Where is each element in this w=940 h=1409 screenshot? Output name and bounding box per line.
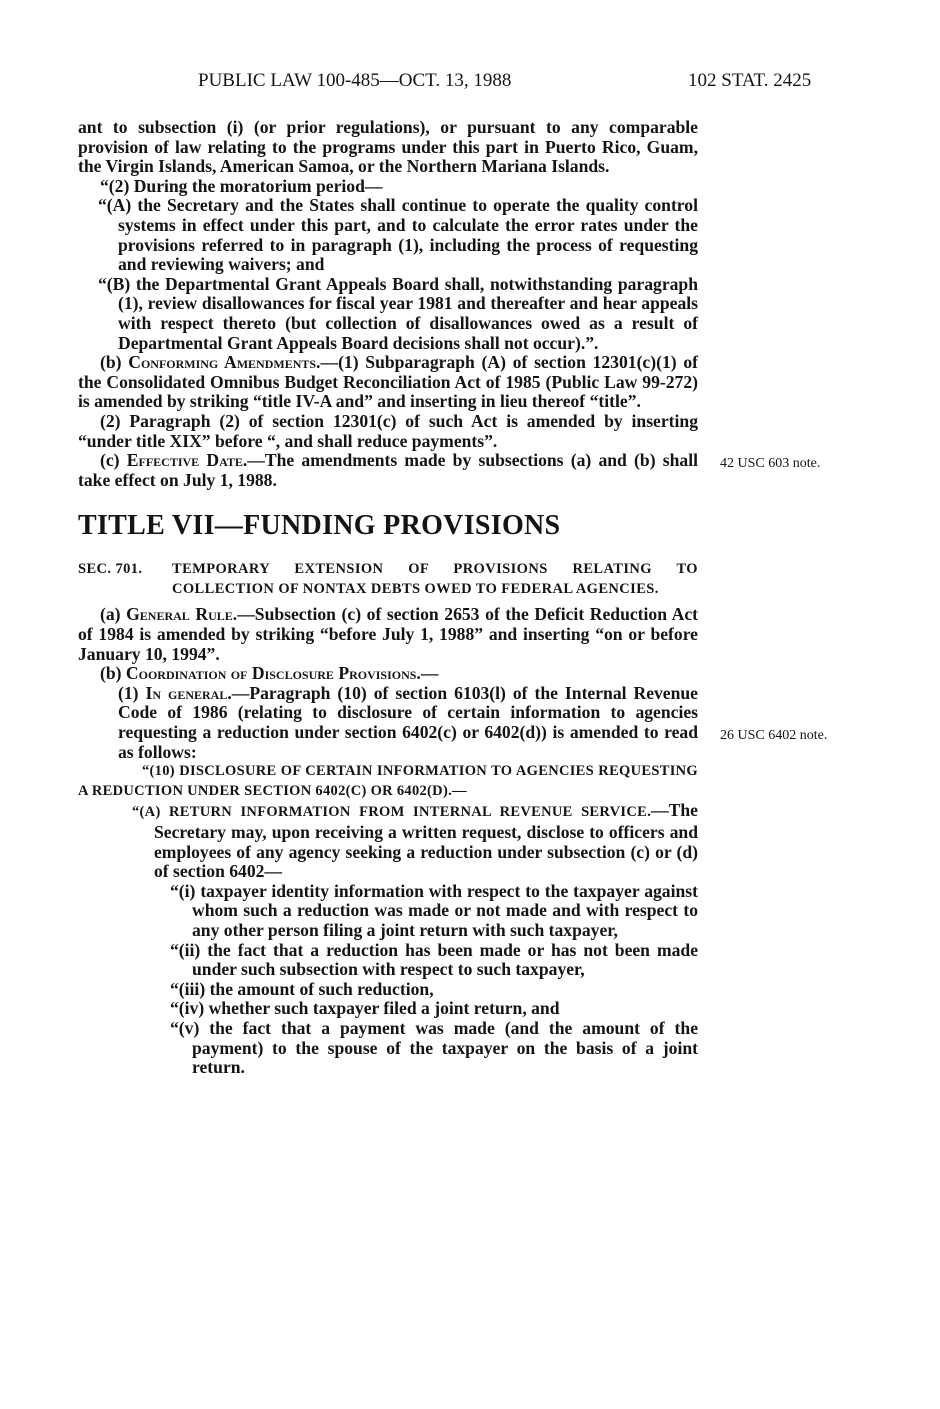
clause-a [78,196,698,274]
paragraph-10-a-text: —The Secretary may, upon receiving a written request, disclose to officers and employees of any agency seeking a reduction under subsection (c) or (d) of section 6402— [154,800,698,882]
paragraph-10-heading [78,762,698,801]
clause-a-text: “(A) the Secretary and the States shall continue to operate the quality control systems in effect under this part, and to calculate the error rates under the provisions referred to in paragraph (1), including the process of requesting and reviewing waivers; and [98,195,698,275]
paragraph-10-dash: — [452,782,467,799]
paragraph-continuation: ant to subsection (i) (or prior regulations), or pursuant to any comparable provision of law relating to the programs under this part in Puerto Rico, Guam, the Virgin Islands, American Samoa, or the Northern Mariana Islands. [78,117,698,177]
margin-note-42-usc: 42 USC 603 note. [720,456,821,471]
section-title: TEMPORARY EXTENSION OF PROVISIONS RELATING TO COLLECTION OF NONTAX DEBTS OWED TO FEDERAL AGENCIES. [172,561,698,597]
subsection-b-conforming [78,353,698,412]
clause-iv: “(iv) whether such taxpayer filed a joint return, and [170,998,560,1019]
body-text [78,118,698,1078]
subsection-b-heading: Conforming Amendments. [128,352,321,373]
section-701-b [78,664,698,684]
clause-i: “(i) taxpayer identity information with respect to the taxpayer against whom such a reduction was made or not made and with respect to any other person filing a joint return with such taxpayer, [170,880,698,940]
subsection-b-label: (b) [100,352,129,373]
section-701-b-1-text: —Paragraph (10) of section 6103(l) of the Internal Revenue Code of 1986 (relating to disclosure of certain information to agencies requesting a reduction under section 6402(c) or 6402(d)) is amended to read as follows: [118,682,698,762]
section-701-a-heading: General Rule. [126,604,238,625]
clause-ii: “(ii) the fact that a reduction has been made or has not been made under such subsection with respect to such taxpayer, [170,939,698,980]
running-head [0,70,940,96]
statute-page-number: 102 STAT. 2425 [688,70,812,91]
subsection-c-effective [78,451,698,490]
section-701-b-text: — [420,663,439,684]
section-701-a-label: (a) [100,604,127,625]
paragraph-2-amendment: (2) Paragraph (2) of section 12301(c) of such Act is amended by inserting “under title XIX” before “, and shall reduce payments”. [78,410,698,451]
paragraph-10-a [78,801,698,881]
section-701-a [78,605,698,664]
paragraph-10-title: “(10) DISCLOSURE OF CERTAIN INFORMATION TO AGENCIES REQUESTING A REDUCTION UNDER SECTION 6402(C) OR 6402(D). [78,763,698,799]
clause-b-text: “(B) the Departmental Grant Appeals Board shall, notwithstanding paragraph (1), review disallowances for fiscal year 1981 and thereafter and hear appeals with respect thereto (but collection of disallowances owed as a result of Departmental Grant Appeals Board decisions shall not occur).”. [98,273,698,353]
subsection-c-heading: Effective Date. [126,450,248,471]
paragraph-10-a-heading: “(A) RETURN INFORMATION FROM INTERNAL REVENUE SERVICE. [132,804,652,821]
margin-note-26-usc: 26 USC 6402 note. [720,728,828,743]
clause-v: “(v) the fact that a payment was made (and the amount of the payment) to the spouse of the taxpayer on the basis of a joint return. [170,1017,698,1078]
law-citation-header: PUBLIC LAW 100-485—OCT. 13, 1988 [198,70,512,91]
section-701-b-1 [78,684,698,762]
section-701-a-text: —Subsection (c) of section 2653 of the Deficit Reduction Act of 1984 is amended by striking “before July 1, 1988” and inserting “on or before January 10, 1994”. [78,604,698,664]
section-701-b-heading: Coordination of Disclosure Provisions. [125,663,421,684]
section-701-b-1-heading: In general. [145,682,232,703]
section-number: SEC. 701. [78,561,143,578]
subsection-c-text: —The amendments made by subsections (a) and (b) shall take effect on July 1, 1988. [78,450,698,490]
subsection-c-label: (c) [100,450,127,471]
clause-iii: “(iii) the amount of such reduction, [170,978,434,999]
subsection-b-text: —(1) Subparagraph (A) of section 12301(c)(1) of the Consolidated Omnibus Budget Reconciliation Act of 1985 (Public Law 99-272) is amended by striking “title IV-A and” and inserting in lieu thereof “title”. [78,352,698,412]
clause-b [78,275,698,353]
title-heading: TITLE VII—FUNDING PROVISIONS [78,510,561,542]
section-701-b-label: (b) [100,663,126,684]
section-701-b-1-label: (1) [118,682,146,703]
paragraph-moratorium: “(2) During the moratorium period— [100,175,383,196]
section-heading [78,560,698,599]
